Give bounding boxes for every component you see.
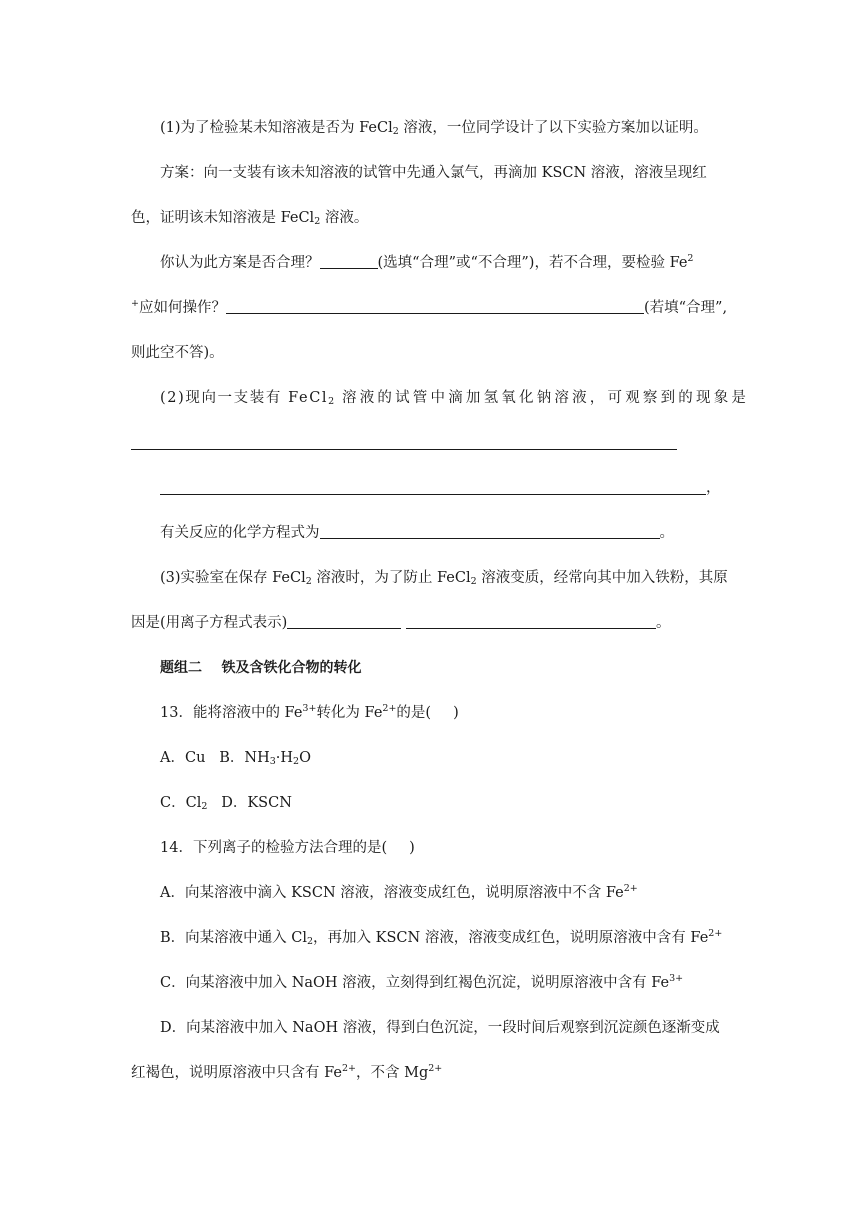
answer-blank[interactable] bbox=[406, 614, 656, 629]
text: 题组二 铁及含铁化合物的转化 bbox=[160, 660, 362, 676]
plan-line-1 bbox=[160, 163, 707, 183]
superscript: 2 bbox=[687, 253, 694, 264]
q14-option-d-line-2 bbox=[131, 1063, 442, 1083]
superscript: 3+ bbox=[669, 973, 684, 984]
text: 色，证明该未知溶液是 FeCl bbox=[131, 210, 315, 226]
subscript: 2 bbox=[392, 126, 399, 137]
text: ，不含 Mg bbox=[355, 1065, 429, 1081]
text: 溶液，一位同学设计了以下实验方案加以证明。 bbox=[398, 120, 708, 136]
answer-blank[interactable] bbox=[287, 614, 401, 629]
section-heading bbox=[160, 658, 362, 678]
text: ·H bbox=[275, 750, 294, 766]
option-d: D．KSCN bbox=[221, 795, 292, 811]
subscript: 3 bbox=[269, 756, 276, 767]
q12-part3-line-1 bbox=[160, 568, 728, 588]
text: ，再加入 KSCN 溶液，溶液变成红色，说明原溶液中含有 Fe bbox=[313, 930, 709, 946]
superscript: 2+ bbox=[708, 928, 723, 939]
text: 。 bbox=[655, 615, 671, 631]
text: C．Cl bbox=[160, 795, 202, 811]
text: 方案：向一支装有该未知溶液的试管中先通入氯气，再滴加 KSCN 溶液，溶液呈现红 bbox=[160, 165, 707, 181]
q14-option-b bbox=[160, 928, 722, 948]
text: D．向某溶液中加入 NaOH 溶液，得到白色沉淀，一段时间后观察到沉淀颜色逐渐变成 bbox=[160, 1020, 720, 1036]
answer-blank-line[interactable] bbox=[160, 494, 706, 495]
superscript: 2+ bbox=[382, 703, 397, 714]
superscript: + bbox=[131, 298, 139, 309]
text: 你认为此方案是否合理？ bbox=[160, 255, 320, 271]
q14-option-a bbox=[160, 883, 638, 903]
text: 则此空不答)。 bbox=[131, 345, 224, 361]
q12-equation-line bbox=[160, 523, 674, 543]
text: C．向某溶液中加入 NaOH 溶液，立刻得到红褐色沉淀，说明原溶液中含有 Fe bbox=[160, 975, 670, 991]
q12-question-line-1 bbox=[160, 253, 693, 273]
text: 溶液。 bbox=[320, 210, 369, 226]
text: O bbox=[299, 750, 311, 766]
text: (1)为了检验某未知溶液是否为 FeCl bbox=[160, 120, 393, 136]
q12-question-line-3 bbox=[131, 343, 224, 363]
text: (3)实验室在保存 FeCl bbox=[160, 570, 306, 586]
superscript: 2+ bbox=[341, 1063, 356, 1074]
text: (若填“合理”, bbox=[643, 300, 728, 316]
q14-stem bbox=[160, 838, 415, 858]
text: 溶液时，为了防止 FeCl bbox=[311, 570, 471, 586]
subscript: 2 bbox=[305, 576, 312, 587]
text: (2)现向一支装有 FeCl bbox=[160, 390, 329, 406]
q12-part2-line bbox=[160, 388, 749, 408]
text: ) bbox=[409, 840, 415, 856]
q13-stem bbox=[160, 703, 459, 723]
text: ) bbox=[453, 705, 459, 721]
answer-blank-line[interactable] bbox=[131, 449, 677, 450]
text: 红褐色，说明原溶液中只含有 Fe bbox=[131, 1065, 342, 1081]
subscript: 2 bbox=[307, 936, 314, 947]
q14-option-c bbox=[160, 973, 683, 993]
superscript: 2+ bbox=[623, 883, 638, 894]
answer-blank[interactable] bbox=[320, 524, 660, 539]
subscript: 2 bbox=[328, 396, 335, 407]
text: ， bbox=[706, 480, 721, 496]
answer-blank[interactable] bbox=[320, 254, 378, 269]
text: (选填“合理”或“不合理”)，若不合理，要检验 Fe bbox=[377, 255, 688, 271]
comma bbox=[706, 478, 721, 498]
text: 的是( bbox=[396, 705, 432, 721]
subscript: 2 bbox=[201, 801, 208, 812]
text: 溶液变质，经常向其中加入铁粉，其原 bbox=[476, 570, 728, 586]
text: 13．能将溶液中的 Fe bbox=[160, 705, 303, 721]
text: 有关反应的化学方程式为 bbox=[160, 525, 320, 541]
subscript: 2 bbox=[314, 216, 321, 227]
text: 14．下列离子的检验方法合理的是( bbox=[160, 840, 388, 856]
subscript: 2 bbox=[470, 576, 477, 587]
q12-part1-line bbox=[160, 118, 708, 138]
superscript: 2+ bbox=[428, 1063, 443, 1074]
q14-option-d-line-1 bbox=[160, 1018, 720, 1038]
q12-question-line-2 bbox=[131, 298, 727, 318]
plan-line-2 bbox=[131, 208, 368, 228]
text: 溶液的试管中滴加氢氧化钠溶液，可观察到的现象是 bbox=[334, 390, 750, 406]
answer-blank[interactable] bbox=[226, 299, 644, 314]
q13-options-cd bbox=[160, 793, 292, 813]
text: 应如何操作？ bbox=[138, 300, 226, 316]
superscript: 3+ bbox=[302, 703, 317, 714]
q12-part3-line-2 bbox=[131, 613, 670, 633]
q13-options-ab bbox=[160, 748, 311, 768]
option-a: A．Cu bbox=[160, 750, 206, 766]
text: 。 bbox=[659, 525, 674, 541]
text: 转化为 Fe bbox=[316, 705, 383, 721]
subscript: 2 bbox=[293, 756, 300, 767]
text: 因是(用离子方程式表示) bbox=[131, 615, 288, 631]
text: B．向某溶液中通入 Cl bbox=[160, 930, 307, 946]
text: A．向某溶液中滴入 KSCN 溶液，溶液变成红色，说明原溶液中不含 Fe bbox=[160, 885, 624, 901]
text: B．NH bbox=[219, 750, 270, 766]
